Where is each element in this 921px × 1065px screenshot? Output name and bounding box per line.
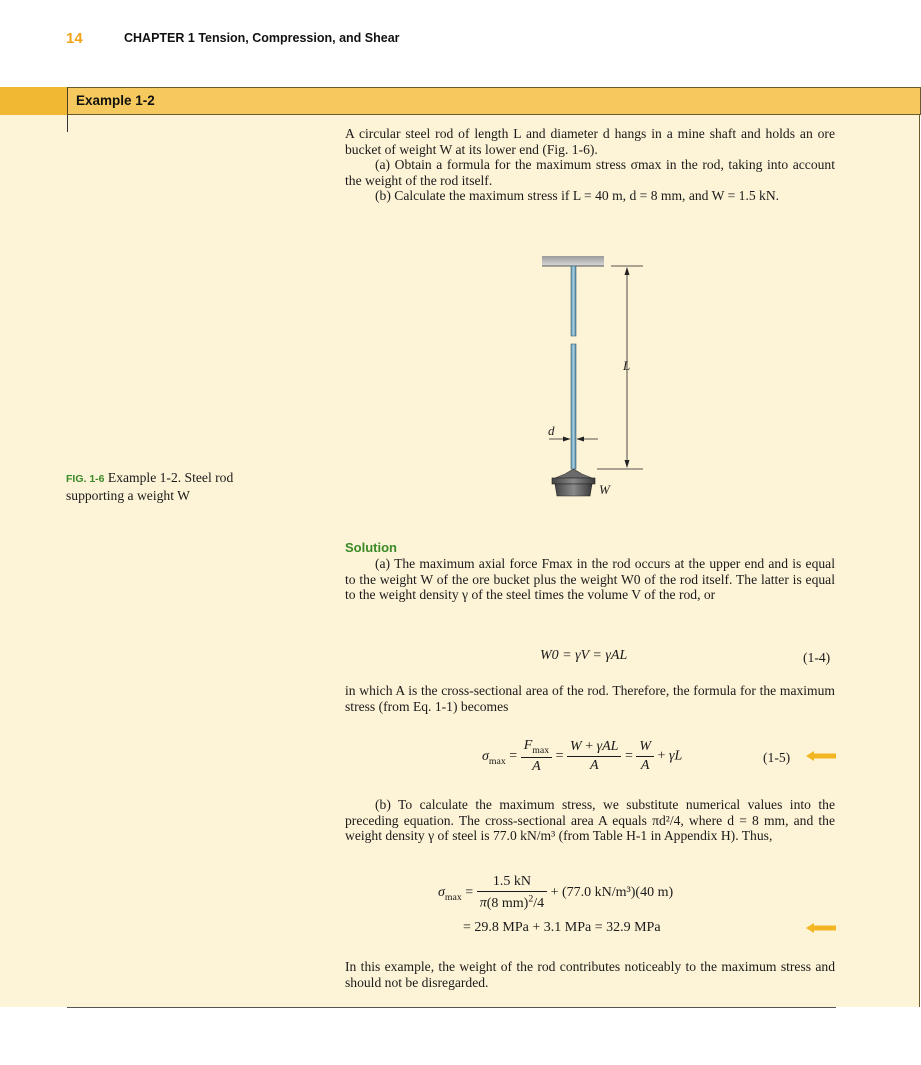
eq5-sigma: $\sigma_{max}$ [482, 748, 506, 767]
rod-lower [571, 344, 576, 469]
solution-paragraph-4 [345, 959, 835, 990]
eq5-frac-3: $\frac{W}{A}$ [636, 739, 654, 774]
solution-p3: (b) To calculate the maximum stress, we substitute numerical values into the preceding equation. The cross-sectional area A equals πd²/4, where d = 8 mm, and the weight density γ of steel is 77.0 kN/m³ (from Table H-1 in Appendix H). Thus, [345, 797, 835, 843]
figure-label: FIG. 1-6 [66, 473, 105, 485]
calc-fraction: $\frac{1.5 kN}{\pi(8 mm)^2/4}$ [477, 874, 547, 912]
example-title: Example 1-2 [76, 93, 155, 108]
solution-heading: Solution [345, 540, 397, 555]
left-rule [67, 115, 68, 132]
equation-1-4-number: (1-4) [803, 650, 831, 665]
example-tab [0, 87, 67, 115]
label-d: d [548, 423, 555, 438]
label-L: L [623, 358, 631, 373]
bottom-rule [67, 1007, 836, 1008]
solution-p2: in which A is the cross-sectional area of the rod. Therefore, the formula for the maximum stress (from Eq. 1-1) becomes [345, 683, 835, 714]
equation-1-4: W0 = γV = γAL [540, 648, 628, 663]
problem-p2: (a) Obtain a formula for the maximum stress σmax in the rod, taking into account the weight of the rod itself. [345, 157, 835, 188]
problem-p3: (b) Calculate the maximum stress if L = 40 m, d = 8 mm, and W = 1.5 kN. [375, 188, 780, 203]
eq5-frac-1: $\frac{F_{max}}{A}$ [521, 738, 552, 775]
result-arrow-icon [806, 751, 836, 761]
calc-numerator: 1.5 kN [477, 874, 547, 892]
figure-caption-text: Example 1-2. Steel rod supporting a weight W [66, 470, 234, 503]
calculation-line-2: = 29.8 MPa + 3.1 MPa = 32.9 MPa [463, 920, 661, 935]
solution-paragraph-3 [345, 797, 835, 844]
solution-paragraph-2 [345, 683, 835, 714]
problem-statement [345, 126, 835, 204]
ceiling-support [542, 256, 604, 266]
eq5-frac-2: $\frac{\text{W + γAL}}{A}$ [567, 739, 621, 774]
calc-line-1-rest: + (77.0 kN/m³)(40 m) [550, 885, 674, 901]
solution-p4: In this example, the weight of the rod contributes noticeably to the maximum stress and should not be disregarded. [345, 959, 835, 990]
figure-caption [66, 470, 286, 503]
equation-1-5: $\sigma_{max}$ = $\frac{F_{max}}{A}$ = $\frac{\text{W + γAL}}{A}$ = $\frac{W}{A}$ + γL [482, 738, 683, 774]
example-title-bar [0, 87, 921, 115]
problem-p1: A circular steel rod of length L and diameter d hangs in a mine shaft and holds an ore bucket of weight W at its lower end (Fig. 1-6). [345, 126, 835, 157]
rod-upper [571, 266, 576, 336]
equation-1-5-number: (1-5) [763, 750, 791, 765]
bucket-hook [555, 469, 592, 478]
ore-bucket [552, 478, 595, 484]
solution-paragraph-1 [345, 556, 835, 603]
figure-rod-diagram [535, 248, 655, 498]
solution-p1: (a) The maximum axial force Fmax in the rod occurs at the upper end and is equal to the weight W of the ore bucket plus the weight W0 of the rod itself. The latter is equal to the weight density γ of the steel times the volume V of the rod, or [345, 556, 835, 602]
example-title-area [67, 87, 921, 115]
answer-arrow-icon [806, 923, 836, 933]
calculation-line-1: $\sigma_{max}$ = $\frac{1.5 kN}{\pi(8 mm)^2/4}$ + (77.0 kN/m³)(40 m) [438, 874, 674, 911]
chapter-title: CHAPTER 1 Tension, Compression, and Shear [124, 31, 400, 45]
page-number: 14 [66, 30, 83, 47]
label-W: W [599, 482, 610, 497]
